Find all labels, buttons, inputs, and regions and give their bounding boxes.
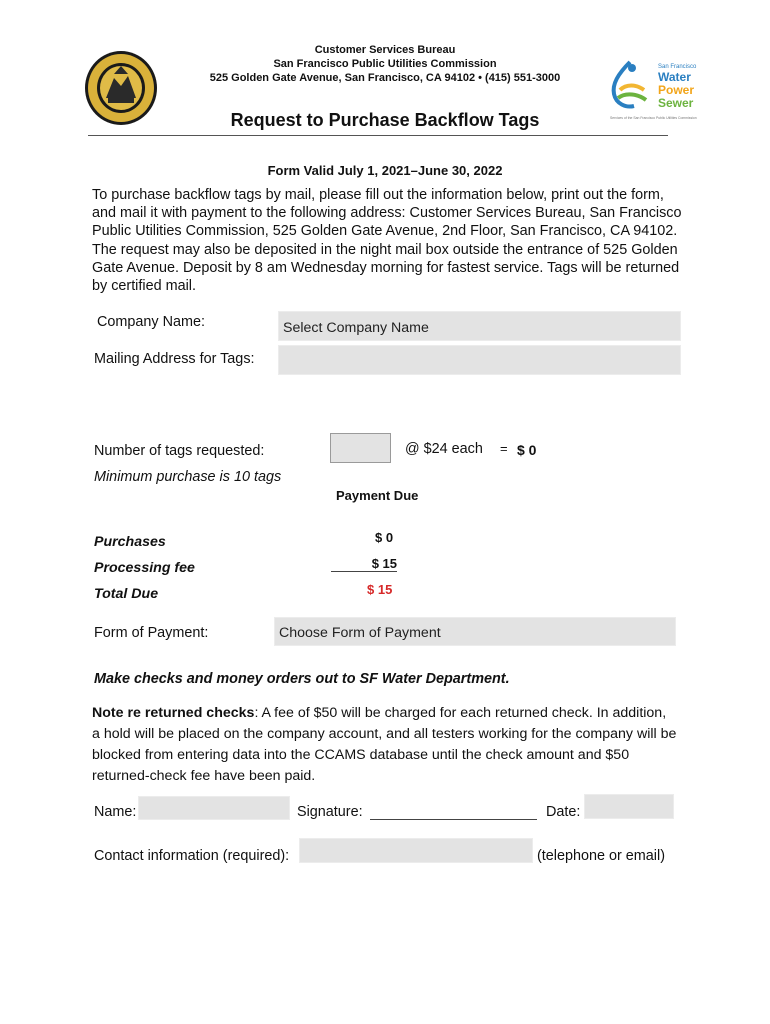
checks-payable-note: Make checks and money orders out to SF Water Department. [94, 671, 510, 687]
tag-price: @ $24 each [405, 441, 483, 457]
name-field[interactable] [138, 796, 290, 820]
form-of-payment-label: Form of Payment: [94, 625, 209, 641]
payment-due-heading: Payment Due [336, 488, 419, 503]
logo-small-text: San Francisco [658, 64, 697, 70]
bureau-address: 525 Golden Gate Avenue, San Francisco, CA 94102 • (415) 551-3000 [209, 72, 561, 84]
date-label: Date: [546, 804, 581, 820]
page-title: Request to Purchase Backflow Tags [230, 110, 540, 130]
total-due-label: Total Due [94, 586, 159, 602]
instructions-text: To purchase backflow tags by mail, please fill out the information below, print out the form, and mail it with payment to the following address: Customer Services Bureau, San Francisco Public Utilities Commission, 525 Golden Gate Avenue, 2nd Floor, San Francisco, CA 94102. The request may also be deposited in the night mail box outside the entrance of 525 Golden Gate Avenue. Deposit by 8 am Wednesday morning for fastest service. Tags will be returned by certified mail. [92, 187, 682, 295]
tags-quantity-input[interactable] [330, 433, 391, 463]
total-due-amount: $ 15 [367, 582, 393, 597]
logo-water: Water [658, 70, 691, 84]
purchases-amount: $ 0 [375, 530, 394, 545]
bureau-name: Customer Services Bureau [314, 44, 456, 56]
company-name-select[interactable] [278, 311, 681, 341]
logo-tagline: Services of the San Francisco Public Utilities Commission [610, 116, 697, 120]
contact-info-suffix: (telephone or email) [537, 848, 665, 864]
name-label: Name: [94, 804, 137, 820]
tags-requested-label: Number of tags requested: [94, 443, 265, 459]
logo-power: Power [658, 83, 695, 97]
commission-name: San Francisco Public Utilities Commission [273, 58, 497, 70]
tags-quantity-value [331, 434, 390, 442]
returned-checks-paragraph [92, 703, 677, 787]
contact-info-label: Contact information (required): [94, 848, 290, 864]
signature-label: Signature: [297, 804, 363, 820]
form-valid-dates: Form Valid July 1, 2021–June 30, 2022 [267, 163, 503, 178]
returned-checks-heading: Note re returned checks [92, 705, 255, 721]
returned-checks-text: : A fee of $50 will be charged for each returned check. In addition, a hold will be placed on the company account, and all testers working for the company will be blocked from entering data into the CCAMS database until the check amount and $50 returned-check fee have been paid. [92, 705, 677, 784]
tags-subtotal: $ 0 [517, 442, 537, 458]
purchases-label: Purchases [94, 534, 166, 550]
equals-sign: = [500, 441, 508, 456]
logo-sewer: Sewer [658, 96, 694, 110]
minimum-purchase-note: Minimum purchase is 10 tags [94, 469, 282, 485]
header-divider [88, 135, 668, 136]
company-name-value: Select Company Name [283, 320, 429, 336]
processing-fee-amount: $ 15 [331, 556, 397, 572]
processing-fee-label: Processing fee [94, 560, 195, 576]
form-of-payment-select[interactable] [274, 617, 676, 646]
company-name-label: Company Name: [97, 314, 205, 330]
mailing-address-label: Mailing Address for Tags: [94, 351, 255, 367]
signature-line[interactable] [370, 805, 537, 820]
mailing-address-value [279, 346, 680, 354]
date-field[interactable] [584, 794, 674, 819]
form-of-payment-value: Choose Form of Payment [279, 625, 441, 641]
contact-info-field[interactable] [299, 838, 533, 863]
mailing-address-field[interactable] [278, 345, 681, 375]
